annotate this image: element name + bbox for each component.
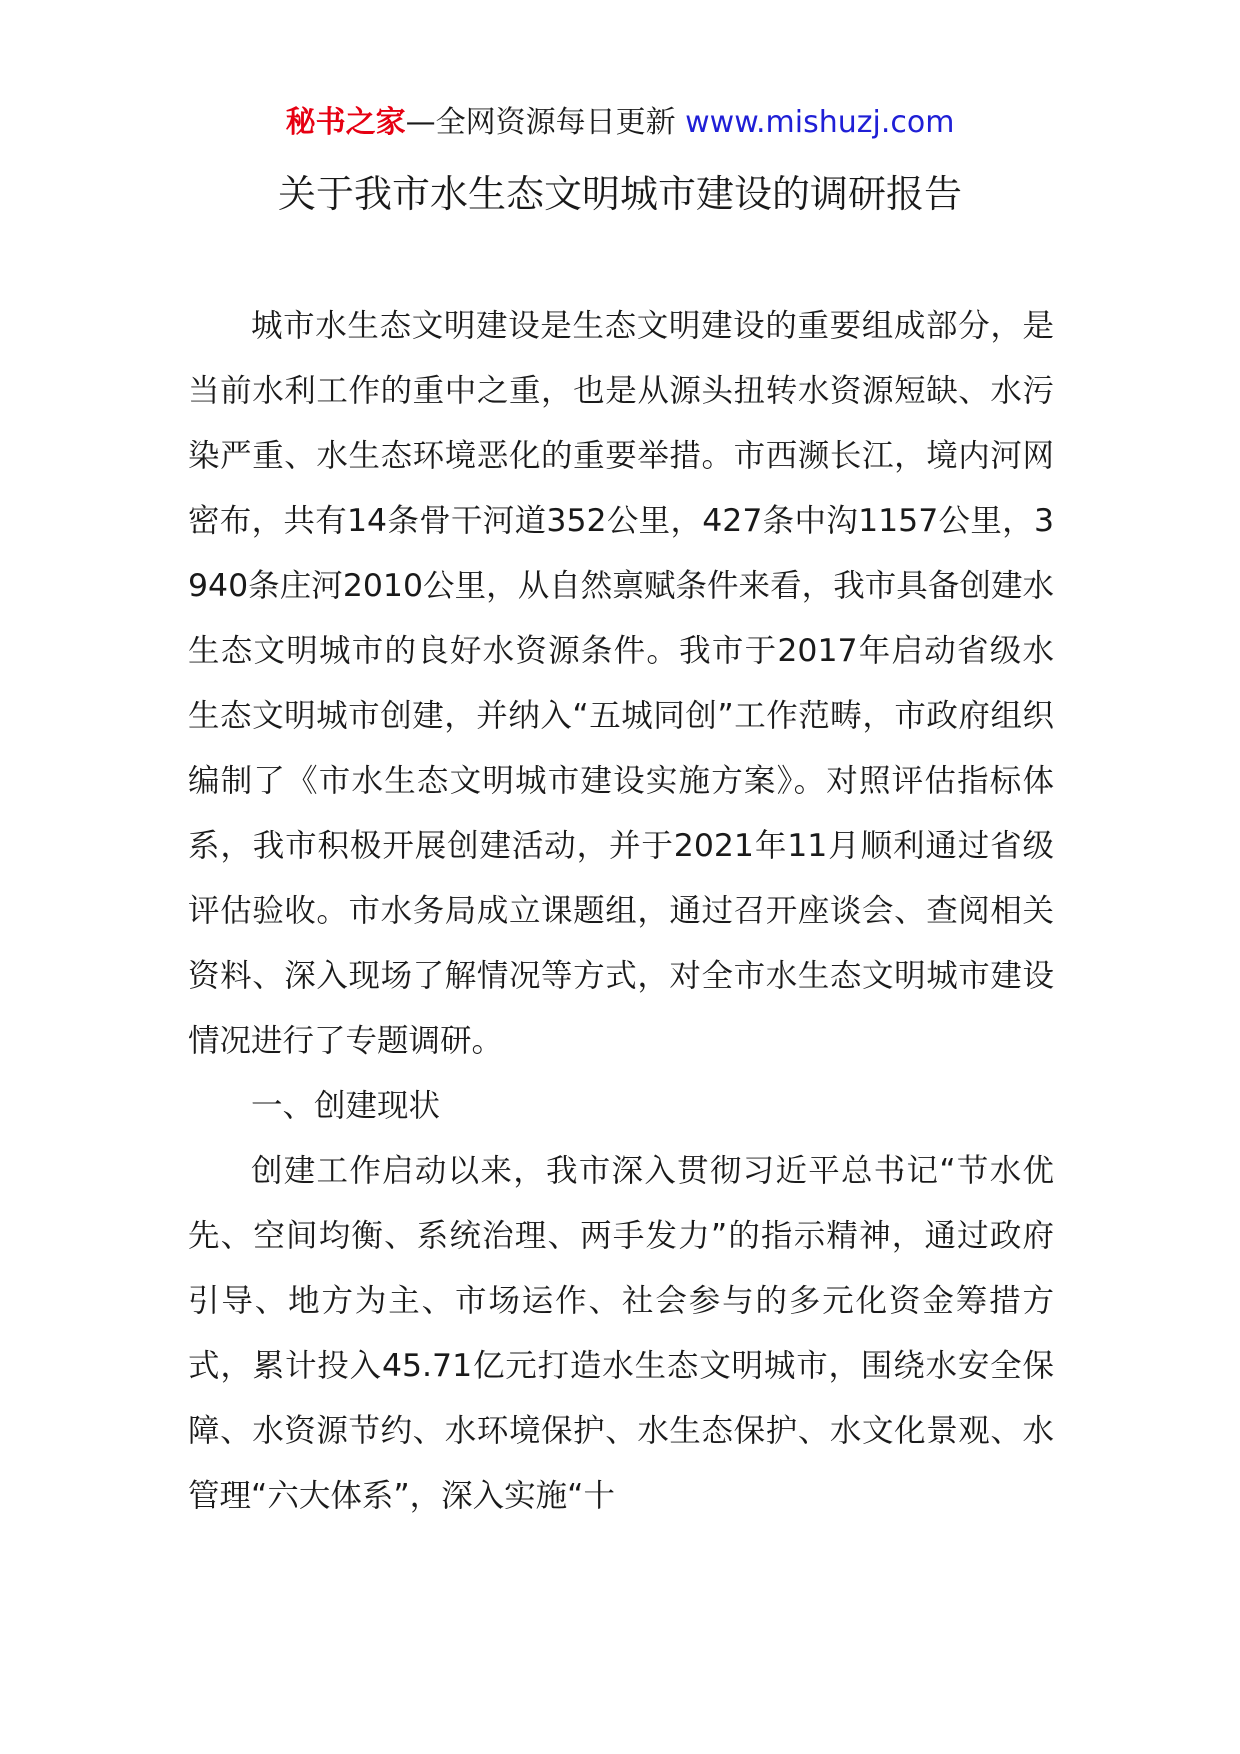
document-title: 关于我市水生态文明城市建设的调研报告 [277, 172, 962, 216]
section-paragraph: 创建工作启动以来，我市深入贯彻习近平总书记“节水优先、空间均衡、系统治理、两手发力”的指示精神，通过政府引导、地方为主、市场运作、社会参与的多元化资金筹措方式，累计投入45.71亿元打造水生态文明城市，围绕水安全保障、水资源节约、水环境保护、水生态保护、水文化景观、水管理“六大体系”，深入实施“十 [188, 1153, 1054, 1514]
site-slogan: —全网资源每日更新 [405, 105, 686, 140]
intro-paragraph: 城市水生态文明建设是生态文明建设的重要组成部分，是当前水利工作的重中之重，也是从源头扭转水资源短缺、水污染严重、水生态环境恶化的重要举措。市西濒长江，境内河网密布，共有14条骨干河道352公里，427条中沟1157公里，3940条庄河2010公里，从自然禀赋条件来看，我市具备创建水生态文明城市的良好水资源条件。我市于2017年启动省级水生态文明城市创建，并纳入“五城同创”工作范畴，市政府组织编制了《市水生态文明城市建设实施方案》。对照评估指标体系，我市积极开展创建活动，并于2021年11月顺利通过省级评估验收。市水务局成立课题组，通过召开座谈会、查阅相关资料、深入现场了解情况等方式，对全市水生态文明城市建设情况进行了专题调研。 [188, 308, 1055, 1059]
site-url-link[interactable]: www.mishuzj.com [685, 105, 955, 140]
site-header [0, 101, 1240, 145]
document-body [188, 294, 1054, 1529]
section-heading: 一、创建现状 [251, 1088, 441, 1124]
brand-name: 秘书之家 [285, 105, 406, 140]
